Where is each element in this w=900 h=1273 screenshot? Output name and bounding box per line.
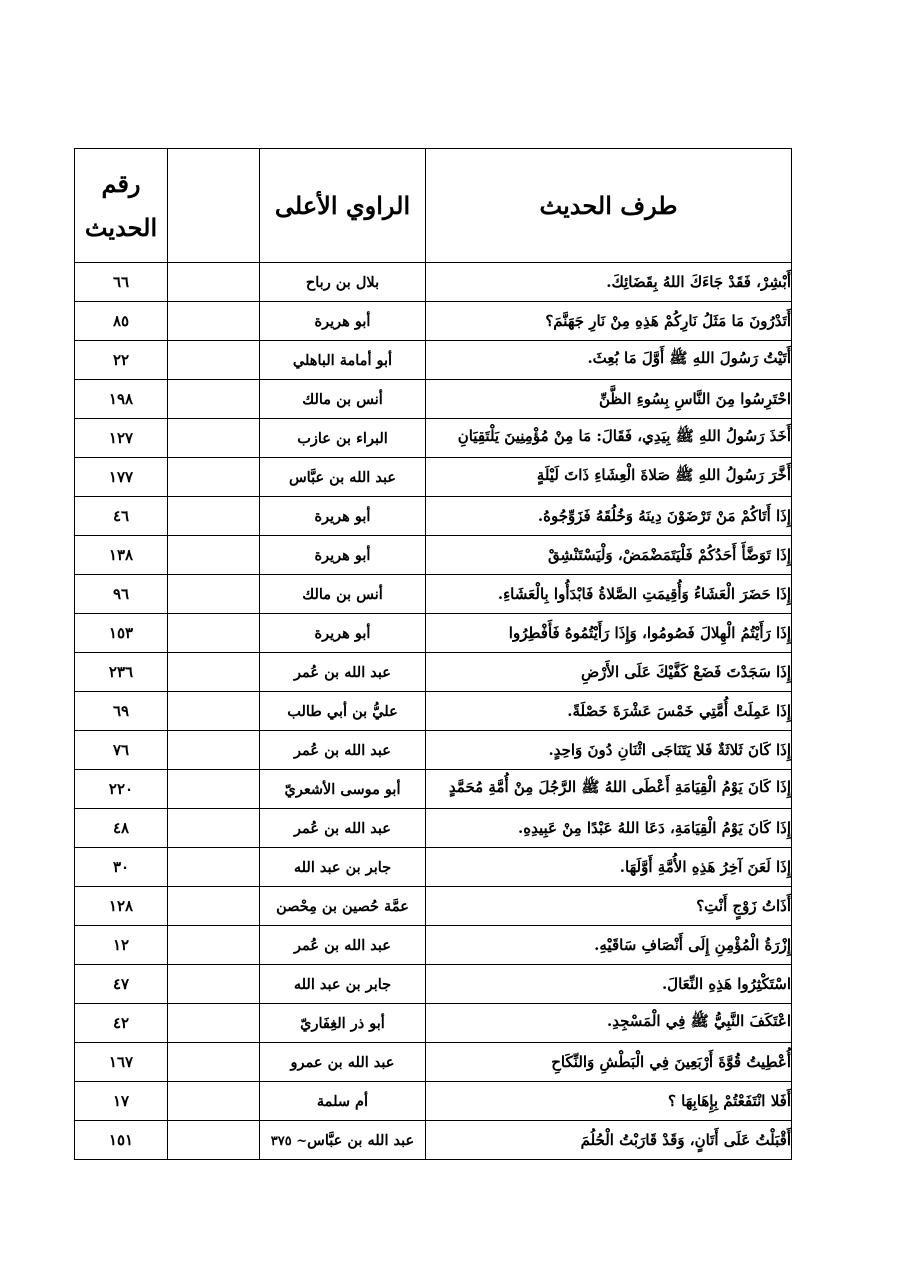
narrator-label: عبد الله بن عبَّاس	[307, 1131, 415, 1149]
hadith-text: إِذَا لَعَنَ آخِرُ هَذِهِ الأُمَّةِ أَوَّلَهَا.	[426, 848, 792, 887]
narrator-name	[260, 575, 426, 614]
table-row	[75, 965, 792, 1004]
hadith-number: ١٧	[75, 1082, 168, 1121]
table-row	[75, 341, 792, 380]
header-number-line2: الحديث	[84, 212, 158, 242]
table-row	[75, 263, 792, 302]
blank-cell	[168, 770, 260, 809]
narrator-label: عبد الله بن عُمر	[294, 936, 391, 954]
hadith-text: اعْتَكَفَ النَّبِيُّ ﷺ فِي الْمَسْجِدِ.	[426, 1004, 792, 1043]
hadith-text: أُعْطِيتُ قُوَّةَ أَرْبَعِينَ فِي الْبَطْشِ وَالنِّكَاحِ	[426, 1043, 792, 1082]
narrator-label: أبو هريرة	[314, 546, 371, 564]
table-row	[75, 692, 792, 731]
page-number-mark: ~ ٣٧٥	[270, 1133, 308, 1149]
narrator-name	[260, 536, 426, 575]
hadith-number: ١٢٧	[75, 419, 168, 458]
narrator-label: أبو هريرة	[314, 507, 371, 525]
hadith-text: احْتَرِسُوا مِنَ النَّاسِ بِسُوءِ الظَّنِّ	[426, 380, 792, 419]
narrator-name	[260, 770, 426, 809]
narrator-name	[260, 1043, 426, 1082]
table-row	[75, 614, 792, 653]
narrator-label: جابر بن عبد الله	[293, 858, 392, 876]
narrator-label: عبد الله بن عُمر	[294, 663, 391, 681]
narrator-name	[260, 497, 426, 536]
narrator-name	[260, 848, 426, 887]
narrator-label: أبو هريرة	[314, 312, 371, 330]
blank-cell	[168, 302, 260, 341]
table-row	[75, 380, 792, 419]
narrator-name	[260, 887, 426, 926]
table-row	[75, 458, 792, 497]
hadith-number: ٨٥	[75, 302, 168, 341]
narrator-name	[260, 1082, 426, 1121]
narrator-label: أم سلمة	[316, 1092, 369, 1110]
table-row	[75, 302, 792, 341]
blank-cell	[168, 341, 260, 380]
blank-cell	[168, 497, 260, 536]
hadith-number: ٤٦	[75, 497, 168, 536]
hadith-text: إِزْرَةُ الْمُؤْمِنِ إِلَى أَنْصَافِ سَاقَيْهِ.	[426, 926, 792, 965]
hadith-number: ٤٢	[75, 1004, 168, 1043]
blank-cell	[168, 1043, 260, 1082]
hadith-number: ٢٢	[75, 341, 168, 380]
narrator-label: أبو ذر الغِفَاريّ	[300, 1014, 385, 1032]
narrator-name	[260, 458, 426, 497]
table-row	[75, 1043, 792, 1082]
blank-cell	[168, 848, 260, 887]
blank-cell	[168, 263, 260, 302]
hadith-text: إِذَا سَجَدْتَ فَضَعْ كَفَّيْكَ عَلَى الأَرْضِ	[426, 653, 792, 692]
hadith-number: ١٥٣	[75, 614, 168, 653]
hadith-number: ٤٧	[75, 965, 168, 1004]
table-row	[75, 653, 792, 692]
narrator-label: جابر بن عبد الله	[293, 975, 392, 993]
hadith-number: ١٩٨	[75, 380, 168, 419]
table-row	[75, 731, 792, 770]
table-row	[75, 1121, 792, 1160]
header-number	[75, 149, 168, 263]
narrator-name	[260, 653, 426, 692]
narrator-name	[260, 692, 426, 731]
hadith-number: ٦٩	[75, 692, 168, 731]
hadith-number: ٦٦	[75, 263, 168, 302]
narrator-name	[260, 731, 426, 770]
narrator-label: بلال بن رباح	[305, 273, 380, 291]
blank-cell	[168, 536, 260, 575]
blank-cell	[168, 887, 260, 926]
hadith-number: ٧٦	[75, 731, 168, 770]
hadith-text: أَقْبَلْتُ عَلَى أَتَانٍ، وَقَدْ قَارَبْتُ الْحُلُمَ	[426, 1121, 792, 1160]
blank-cell	[168, 614, 260, 653]
narrator-name	[260, 1004, 426, 1043]
blank-cell	[168, 575, 260, 614]
narrator-label: عمَّة حُصين بن مِحْصن	[276, 897, 409, 915]
table-body	[75, 263, 792, 1160]
blank-cell	[168, 965, 260, 1004]
hadith-text: اسْتَكْثِرُوا هَذِهِ النِّعَالَ.	[426, 965, 792, 1004]
hadith-number: ١٣٨	[75, 536, 168, 575]
narrator-name	[260, 341, 426, 380]
hadith-text: إِذَا كَانَ يَوْمُ الْقِيَامَةِ أَعْطَى اللهُ ﷺ الرَّجُلَ مِنْ أُمَّةِ مُحَمَّدٍ	[426, 770, 792, 809]
hadith-number: ٢٣٦	[75, 653, 168, 692]
blank-cell	[168, 1121, 260, 1160]
blank-cell	[168, 653, 260, 692]
hadith-text: إِذَا تَوَضَّأَ أَحَدُكُمْ فَلْيَتَمَضْمَضْ، وَلْيَسْتَنْشِقْ	[426, 536, 792, 575]
header-number-line1: رقم	[101, 168, 141, 198]
narrator-label: أبو هريرة	[314, 624, 371, 642]
table-row	[75, 419, 792, 458]
narrator-name	[260, 263, 426, 302]
hadith-number: ٩٦	[75, 575, 168, 614]
hadith-number: ١٢٨	[75, 887, 168, 926]
blank-cell	[168, 380, 260, 419]
narrator-label: البراء بن عازب	[297, 429, 388, 447]
narrator-name	[260, 614, 426, 653]
blank-cell	[168, 1082, 260, 1121]
blank-cell	[168, 458, 260, 497]
hadith-text: أَتَدْرُونَ مَا مَثَلُ نَارِكُمْ هَذِهِ مِنْ نَارِ جَهَنَّمَ؟	[426, 302, 792, 341]
narrator-label: عليُّ بن أبي طالب	[287, 702, 398, 720]
hadith-text: إِذَا رَأَيْتُمُ الْهِلالَ فَصُومُوا، وَإِذَا رَأَيْتُمُوهُ فَأَفْطِرُوا	[426, 614, 792, 653]
narrator-name	[260, 302, 426, 341]
hadith-text: أَخَذَ رَسُولُ اللهِ ﷺ بِيَدِي، فَقَالَ: مَا مِنْ مُؤْمِنِينَ يَلْتَقِيَانِ	[426, 419, 792, 458]
blank-cell	[168, 731, 260, 770]
header-narrator: الراوي الأعلى	[260, 149, 426, 263]
table-row	[75, 575, 792, 614]
header-blank	[168, 149, 260, 263]
hadith-text: إِذَا كَانَ ثَلاثَةٌ فَلا يَتَنَاجَى اثْنَانِ دُونَ وَاحِدٍ.	[426, 731, 792, 770]
blank-cell	[168, 1004, 260, 1043]
hadith-number: ١٥١	[75, 1121, 168, 1160]
hadith-index-table	[74, 148, 792, 1160]
hadith-text: أَخَّرَ رَسُولُ اللهِ ﷺ صَلاةَ الْعِشَاءِ ذَاتَ لَيْلَةٍ	[426, 458, 792, 497]
header-row	[75, 149, 792, 263]
hadith-text: إِذَا عَمِلَتْ أُمَّتِي خَمْسَ عَشْرَةَ خَصْلَةً.	[426, 692, 792, 731]
narrator-label: عبد الله بن عبَّاس	[288, 468, 397, 486]
hadith-text: إِذَا حَضَرَ الْعَشَاءُ وَأُقِيمَتِ الصَّلاةُ فَابْدَأُوا بِالْعَشَاءِ.	[426, 575, 792, 614]
narrator-name	[260, 809, 426, 848]
narrator-name	[260, 1121, 426, 1160]
narrator-label: أنس بن مالك	[302, 585, 383, 603]
table-row	[75, 770, 792, 809]
hadith-number: ٣٠	[75, 848, 168, 887]
hadith-number: ٢٢٠	[75, 770, 168, 809]
hadith-number: ١٧٧	[75, 458, 168, 497]
hadith-number: ٤٨	[75, 809, 168, 848]
blank-cell	[168, 419, 260, 458]
narrator-name	[260, 965, 426, 1004]
table-row	[75, 848, 792, 887]
hadith-text: إِذَا كَانَ يَوْمُ الْقِيَامَةِ، دَعَا اللهُ عَبْدًا مِنْ عَبِيدِهِ.	[426, 809, 792, 848]
hadith-number: ١٦٧	[75, 1043, 168, 1082]
table-row	[75, 809, 792, 848]
narrator-label: أبو أمامة الباهلي	[292, 351, 393, 369]
narrator-name	[260, 926, 426, 965]
narrator-label: أبو موسى الأشعريّ	[284, 780, 401, 798]
table-row	[75, 926, 792, 965]
hadith-text: إِذَا أَتَاكُمْ مَنْ تَرْضَوْنَ دِينَهُ وَخُلُقَهُ فَزَوِّجُوهُ.	[426, 497, 792, 536]
narrator-label: عبد الله بن عمرو	[290, 1053, 395, 1071]
table-row	[75, 497, 792, 536]
header-hadith: طرف الحديث	[426, 149, 792, 263]
hadith-text: أَفَلا انْتَفَعْتُمْ بِإِهَابِهَا ؟	[426, 1082, 792, 1121]
hadith-number: ١٢	[75, 926, 168, 965]
blank-cell	[168, 926, 260, 965]
narrator-name	[260, 380, 426, 419]
blank-cell	[168, 809, 260, 848]
hadith-text: أَذَاتُ زَوْجٍ أَنْتِ؟	[426, 887, 792, 926]
narrator-label: عبد الله بن عُمر	[294, 741, 391, 759]
table-row	[75, 887, 792, 926]
narrator-name	[260, 419, 426, 458]
hadith-text: أَبْشِرْ، فَقَدْ جَاءَكَ اللهُ بِقَضَائِكَ.	[426, 263, 792, 302]
narrator-label: عبد الله بن عُمر	[294, 819, 391, 837]
table-row	[75, 1004, 792, 1043]
narrator-label: أنس بن مالك	[302, 390, 383, 408]
table-row	[75, 1082, 792, 1121]
hadith-text: أَتَيْتُ رَسُولَ اللهِ ﷺ أَوَّلَ مَا بُعِثَ.	[426, 341, 792, 380]
blank-cell	[168, 692, 260, 731]
table-row	[75, 536, 792, 575]
